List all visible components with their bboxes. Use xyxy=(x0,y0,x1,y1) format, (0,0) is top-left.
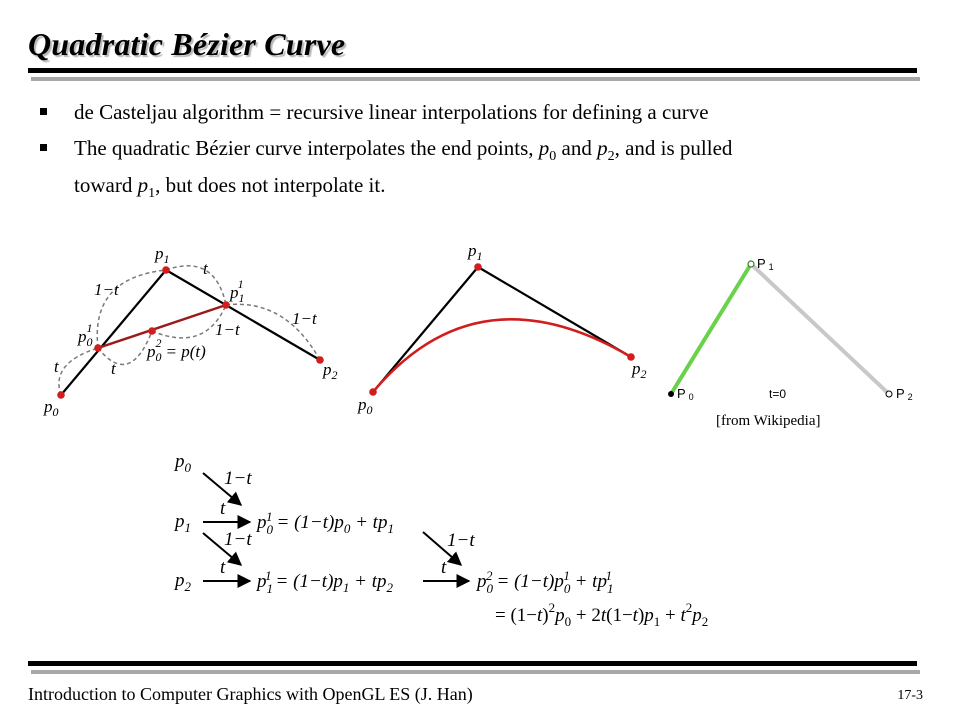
bullet-var: p xyxy=(538,136,550,160)
weight-t: t xyxy=(220,557,226,578)
title-rule-shadow xyxy=(31,77,920,81)
title-rule xyxy=(28,68,917,73)
equation-p11: $p_11 = (1-t)p_1 + tp_2$ xyxy=(257,568,393,596)
bullet-text: The quadratic Bézier curve interpolates the end points, xyxy=(74,136,539,160)
label-p01: $p_01$ xyxy=(78,321,93,349)
label-P2: P 2 xyxy=(896,386,913,402)
label-p1: $p_1$ xyxy=(155,244,170,266)
bullet-square-icon xyxy=(40,144,47,151)
node-p0: $p_0$ xyxy=(175,451,191,475)
point-p1 xyxy=(162,266,170,274)
point-P0 xyxy=(668,391,674,397)
bullet-item xyxy=(34,98,924,126)
point-p0 xyxy=(369,388,377,396)
label-t-zero: t=0 xyxy=(769,387,787,401)
label-p0: $p_0$ xyxy=(358,395,373,417)
bullet-text: de Casteljau algorithm = recursive linear interpolations for defining a curve xyxy=(74,100,709,124)
footer-rule-shadow xyxy=(31,670,920,674)
weight-1-minus-t: 1−t xyxy=(224,468,252,489)
footer-rule xyxy=(28,661,917,666)
bullet-square-icon xyxy=(40,108,47,115)
label-P0: P 0 xyxy=(677,386,694,402)
bullet-list xyxy=(34,98,924,216)
weight-t: t xyxy=(441,557,447,578)
wikipedia-animation-figure xyxy=(660,250,920,410)
node-p1: $p_1$ xyxy=(175,511,191,535)
gray-segment xyxy=(751,264,889,394)
weight-1-minus-t: 1−t xyxy=(447,530,475,551)
point-p0 xyxy=(57,391,65,399)
bullet-item: The quadratic Bézier curve interpolates the end points, $p_0$ and $p_2$, and is pulled toward $p_1$, but does not interpolate it. xyxy=(34,134,924,208)
label-p2: $p_2$ xyxy=(323,360,338,382)
bezier-curve-figure xyxy=(355,238,655,418)
label-P1: P 1 xyxy=(757,256,774,272)
weight-1-minus-t: 1−t xyxy=(224,529,252,550)
derivation-diagram xyxy=(165,448,775,633)
point-p01 xyxy=(94,344,102,352)
footer-text: Introduction to Computer Graphics with OpenGL ES (J. Han) xyxy=(28,684,473,704)
equation-p02-expanded: = $(1-t)^2p_0 + 2t(1-t)p_1 + t^2p_2$ xyxy=(495,600,709,629)
label-1-minus-t: 1−t xyxy=(94,280,119,299)
point-P1 xyxy=(748,261,754,267)
label-p0: $p_0$ xyxy=(44,397,59,419)
label-t: t xyxy=(203,259,208,278)
label-p02: $p_02 = p(t)$ xyxy=(147,336,206,364)
decasteljau-figure xyxy=(30,238,360,428)
point-p11 xyxy=(222,301,230,309)
weight-t: t xyxy=(220,498,226,519)
equation-p02: $p_02 = (1-t)p_01 + tp_11$ xyxy=(477,568,613,596)
point-p02 xyxy=(148,327,156,335)
point-p1 xyxy=(474,263,482,271)
equation-p01: $p_01 = (1-t)p_0 + tp_1$ xyxy=(257,509,394,537)
slide-title: Quadratic Bézier Curve xyxy=(28,26,346,62)
bezier-curve xyxy=(373,319,631,392)
label-t: t xyxy=(54,357,59,376)
label-1-minus-t: 1−t xyxy=(292,309,317,328)
page-number: 17-3 xyxy=(897,688,923,703)
label-1-minus-t: 1−t xyxy=(215,320,240,339)
green-segment xyxy=(671,264,751,394)
label-p1: $p_1$ xyxy=(468,241,483,263)
label-t: t xyxy=(111,359,116,378)
point-P2 xyxy=(886,391,892,397)
node-p2: $p_2$ xyxy=(175,570,191,594)
wikipedia-credit: [from Wikipedia] xyxy=(716,413,821,429)
label-p2: $p_2$ xyxy=(632,359,647,381)
label-p11: $p_11$ xyxy=(230,277,244,305)
